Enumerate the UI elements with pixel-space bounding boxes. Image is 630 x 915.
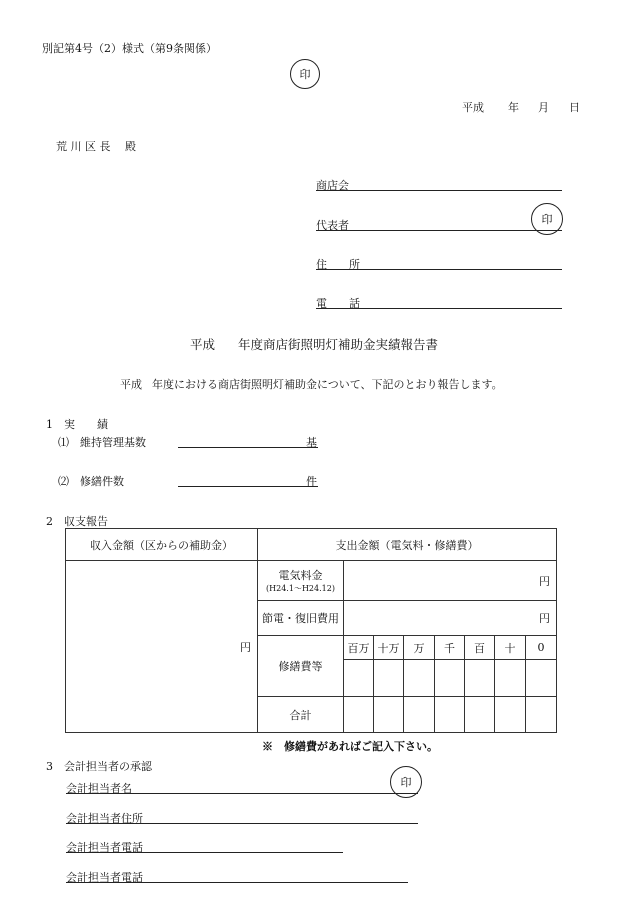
digit-cell[interactable] <box>435 660 465 697</box>
income-unit: 円 <box>240 640 251 654</box>
electric-label: 電気料金 <box>278 569 323 582</box>
digit-cell[interactable] <box>404 660 435 697</box>
phone-label: 電 話 <box>316 297 360 310</box>
item1-unit: 基 <box>306 436 317 449</box>
date-month: 月 <box>538 101 549 114</box>
shopkai-line[interactable] <box>316 190 562 191</box>
digit-cell[interactable] <box>465 660 495 697</box>
electric-unit: 円 <box>539 574 550 588</box>
digit-cell[interactable] <box>495 660 526 697</box>
income-cell[interactable] <box>66 561 258 733</box>
digit-cell[interactable] <box>344 660 374 697</box>
section2-heading: 2 収支報告 <box>46 515 108 528</box>
accountant-name-label: 会計担当者名 <box>66 782 132 795</box>
digit-cell[interactable] <box>526 660 557 697</box>
total-digit-cell[interactable] <box>344 697 374 733</box>
electric-period: (H24.1～H24.12) <box>266 584 335 593</box>
title-era: 平成 <box>190 337 216 352</box>
total-digit-cell[interactable] <box>465 697 495 733</box>
page-title: 年度商店街照明灯補助金実績報告書 <box>238 337 439 352</box>
accountant-phone-line[interactable] <box>66 852 343 853</box>
total-digit-cell[interactable] <box>526 697 557 733</box>
section3-heading: 3 会計担当者の承認 <box>46 760 152 773</box>
item1-label: ⑴ 維持管理基数 <box>58 436 146 449</box>
electric-label-cell <box>258 561 344 601</box>
address-label: 住 所 <box>316 258 360 271</box>
date-day: 日 <box>569 101 580 114</box>
accountant-phone2-line[interactable] <box>66 882 408 883</box>
rep-line[interactable] <box>316 230 562 231</box>
rep-seal: 印 <box>531 203 563 235</box>
digit-header: 万 <box>404 636 435 660</box>
total-digit-cell[interactable] <box>374 697 404 733</box>
item2-unit: 件 <box>306 475 317 488</box>
address-line[interactable] <box>316 269 562 270</box>
accountant-phone2-label: 会計担当者電話 <box>66 871 143 884</box>
accountant-seal: 印 <box>390 766 422 798</box>
date-year: 年 <box>508 101 519 114</box>
digit-header: 十 <box>495 636 526 660</box>
accountant-name-line[interactable] <box>66 793 418 794</box>
repair-note: ※ 修繕費があればご記入下さい。 <box>262 740 438 753</box>
section1-heading: 1 実 績 <box>46 418 108 431</box>
accountant-phone-label: 会計担当者電話 <box>66 841 143 854</box>
digit-header: 百 <box>465 636 495 660</box>
form-id: 別記第4号（2）様式（第9条関係） <box>42 42 217 55</box>
savings-unit: 円 <box>539 612 550 625</box>
digit-header: 十万 <box>374 636 404 660</box>
accountant-address-line[interactable] <box>66 823 418 824</box>
item2-line[interactable] <box>178 486 318 487</box>
electric-amount-cell[interactable] <box>344 561 557 601</box>
income-header: 収入金額（区からの補助金） <box>66 529 258 561</box>
expense-header: 支出金額（電気料・修繕費） <box>258 529 557 561</box>
repair-label: 修繕費等 <box>258 636 344 697</box>
total-label: 合計 <box>258 697 344 733</box>
accountant-address-label: 会計担当者住所 <box>66 812 143 825</box>
item2-label: ⑵ 修繕件数 <box>58 475 124 488</box>
digit-header: 0 <box>526 636 557 660</box>
intro-text: 年度における商店街照明灯補助金について、下記のとおり報告します。 <box>152 378 503 391</box>
rep-label: 代表者 <box>316 219 349 232</box>
phone-line[interactable] <box>316 308 562 309</box>
digit-cell[interactable] <box>374 660 404 697</box>
shopkai-label: 商店会 <box>316 179 349 192</box>
savings-label: 節電・復旧費用 <box>258 601 344 636</box>
savings-amount-cell[interactable] <box>344 601 557 636</box>
date-era: 平成 <box>462 101 484 114</box>
total-digit-cell[interactable] <box>404 697 435 733</box>
item1-line[interactable] <box>178 447 318 448</box>
digit-header: 百万 <box>344 636 374 660</box>
budget-table <box>65 528 557 733</box>
addressee: 荒 川 区 長 殿 <box>56 140 136 153</box>
total-digit-cell[interactable] <box>495 697 526 733</box>
intro-era: 平成 <box>120 378 142 391</box>
total-digit-cell[interactable] <box>435 697 465 733</box>
seal-top: 印 <box>290 59 320 89</box>
digit-header: 千 <box>435 636 465 660</box>
